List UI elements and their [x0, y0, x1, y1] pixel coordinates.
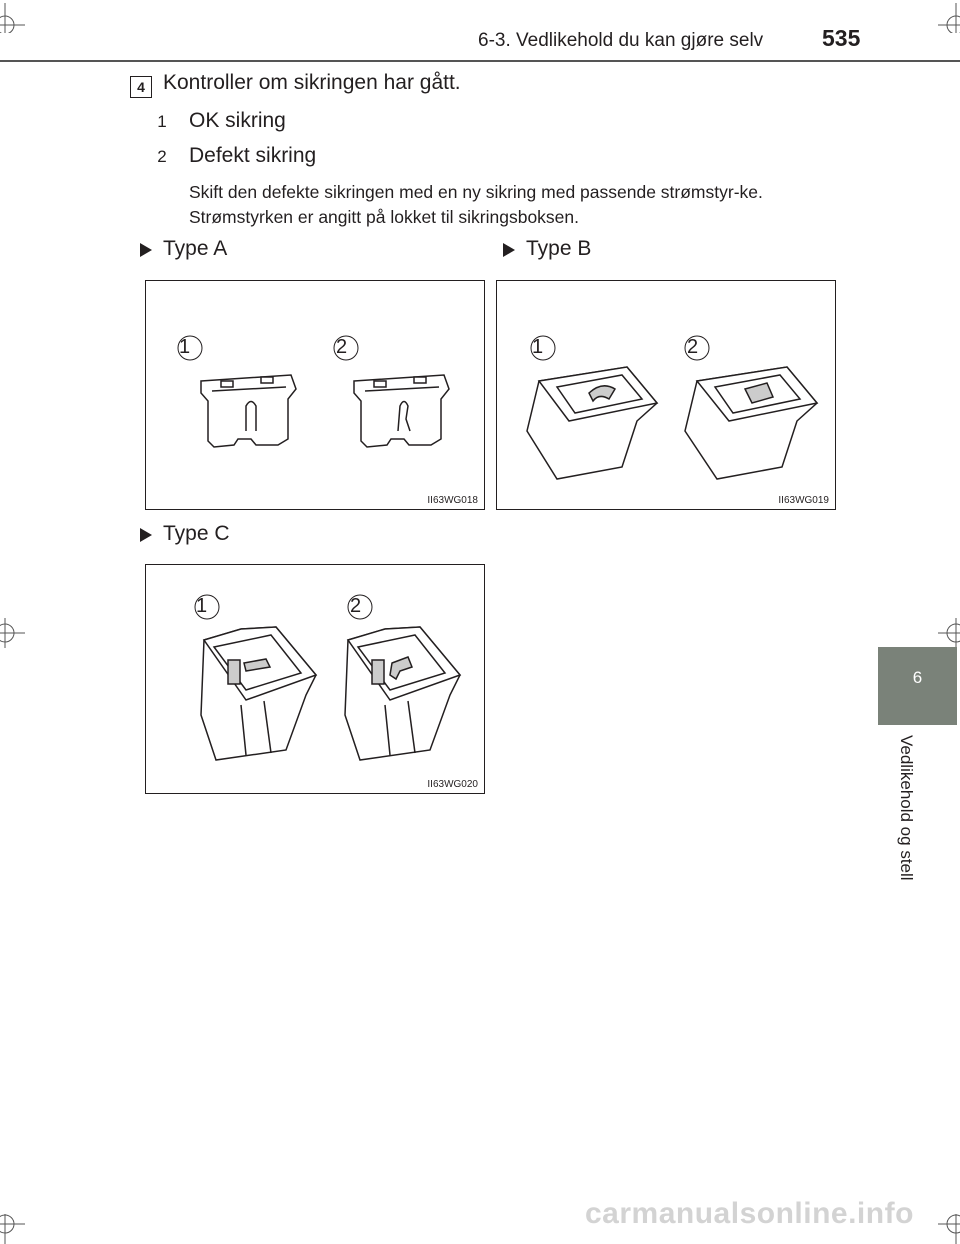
- bullet-triangle-icon: [503, 243, 515, 257]
- figure-mark: 1: [179, 336, 191, 358]
- watermark: carmanualsonline.info: [585, 1197, 914, 1230]
- item-number: 2: [157, 147, 167, 166]
- figure-code: II63WG018: [427, 495, 478, 506]
- figure-label: Type C: [163, 522, 230, 545]
- crop-mark-icon: [0, 3, 25, 33]
- figure-mark: 1: [532, 336, 544, 358]
- blade-fuse-icon: [146, 281, 483, 508]
- crop-mark-icon: [938, 618, 960, 648]
- j-case-fuse-icon: [146, 565, 483, 792]
- figure-type-b: [496, 280, 836, 510]
- header-section-title: 6-3. Vedlikehold du kan gjøre selv: [478, 30, 764, 51]
- item-text: OK sikring: [189, 109, 286, 132]
- crop-mark-icon: [938, 1214, 960, 1244]
- figure-mark: 2: [336, 336, 348, 358]
- step-text: Kontroller om sikringen har gått.: [163, 71, 461, 94]
- bullet-triangle-icon: [140, 243, 152, 257]
- crop-mark-icon: [938, 3, 960, 33]
- step-note: Skift den defekte sikringen med en ny sikring med passende strømstyr-ke. Strømstyrken er angitt på lokket til sikringsboksen.: [189, 182, 763, 227]
- bullet-triangle-icon: [140, 528, 152, 542]
- crop-mark-icon: [0, 1214, 25, 1244]
- step-number-badge: 4: [130, 76, 152, 98]
- figure-mark: 2: [350, 595, 362, 617]
- crop-mark-icon: [0, 618, 25, 648]
- header-rule: [0, 60, 960, 62]
- figure-label: Type B: [526, 237, 592, 260]
- item-text: Defekt sikring: [189, 144, 317, 167]
- figure-type-a: [145, 280, 485, 510]
- cartridge-fuse-icon: [497, 281, 834, 508]
- figure-mark: 2: [687, 336, 699, 358]
- item-number: 1: [157, 112, 167, 131]
- chapter-title: Vedlikehold og stell: [897, 735, 916, 881]
- figure-type-c: [145, 564, 485, 794]
- figure-code: II63WG019: [778, 495, 829, 506]
- figure-code: II63WG020: [427, 779, 478, 790]
- figure-mark: 1: [196, 595, 208, 617]
- chapter-number: 6: [912, 668, 923, 687]
- page-number: 535: [822, 25, 861, 51]
- figure-label: Type A: [163, 237, 228, 260]
